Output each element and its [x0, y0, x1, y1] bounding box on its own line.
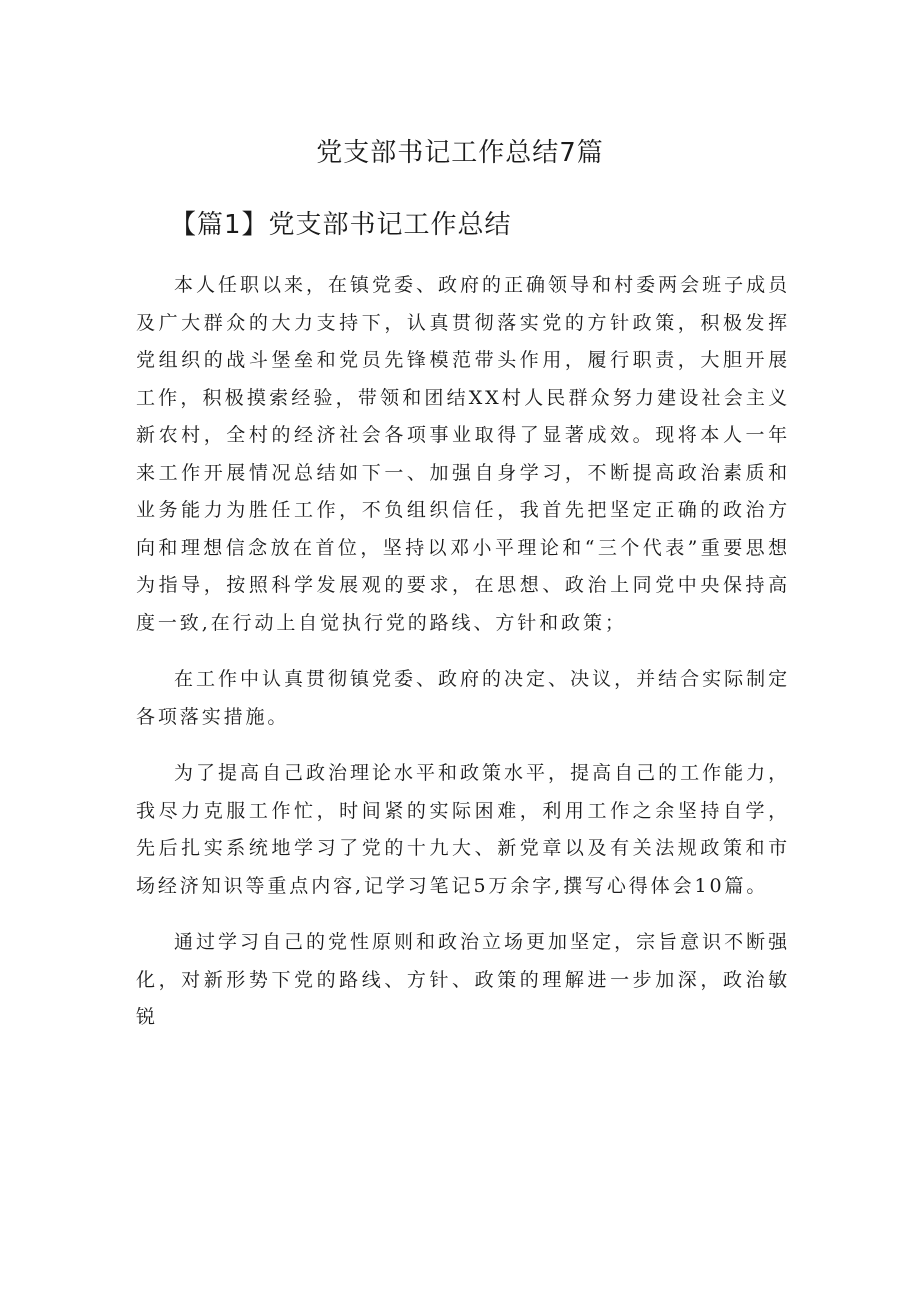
paragraph-2: 在工作中认真贯彻镇党委、政府的决定、决议，并结合实际制定各项落实措施。: [136, 668, 790, 728]
paragraph-3: 为了提高自己政治理论水平和政策水平，提高自己的工作能力，我尽力克服工作忙，时间紧的实际困难，利用工作之余坚持自学，先后扎实系统地学习了党的十九大、新党章以及有关法规政策和市场经济知识等重点内容,记学习笔记5万余字,撰写心得体会10篇。: [136, 762, 790, 897]
document-title: 党支部书记工作总结7篇: [316, 138, 604, 168]
section-heading: 【篇1】党支部书记工作总结: [170, 210, 512, 240]
document-body: [136, 267, 790, 1056]
paragraph-4: 通过学习自己的党性原则和政治立场更加坚定，宗旨意识不断强化，对新形势下党的路线、方针、政策的理解进一步加深，政治敏锐: [136, 931, 790, 1028]
paragraph-1: 本人任职以来，在镇党委、政府的正确领导和村委两会班子成员及广大群众的大力支持下，认真贯彻落实党的方针政策，积极发挥党组织的战斗堡垒和党员先锋模范带头作用，履行职责，大胆开展工作，积极摸索经验，带领和团结XX村人民群众努力建设社会主义新农村，全村的经济社会各项事业取得了显著成效。现将本人一年来工作开展情况总结如下一、加强自身学习，不断提高政治素质和业务能力为胜任工作，不负组织信任，我首先把坚定正确的政治方向和理想信念放在首位，坚持以邓小平理论和“三个代表”重要思想为指导，按照科学发展观的要求，在思想、政治上同党中央保持高度一致,在行动上自觉执行党的路线、方针和政策；: [136, 274, 790, 634]
